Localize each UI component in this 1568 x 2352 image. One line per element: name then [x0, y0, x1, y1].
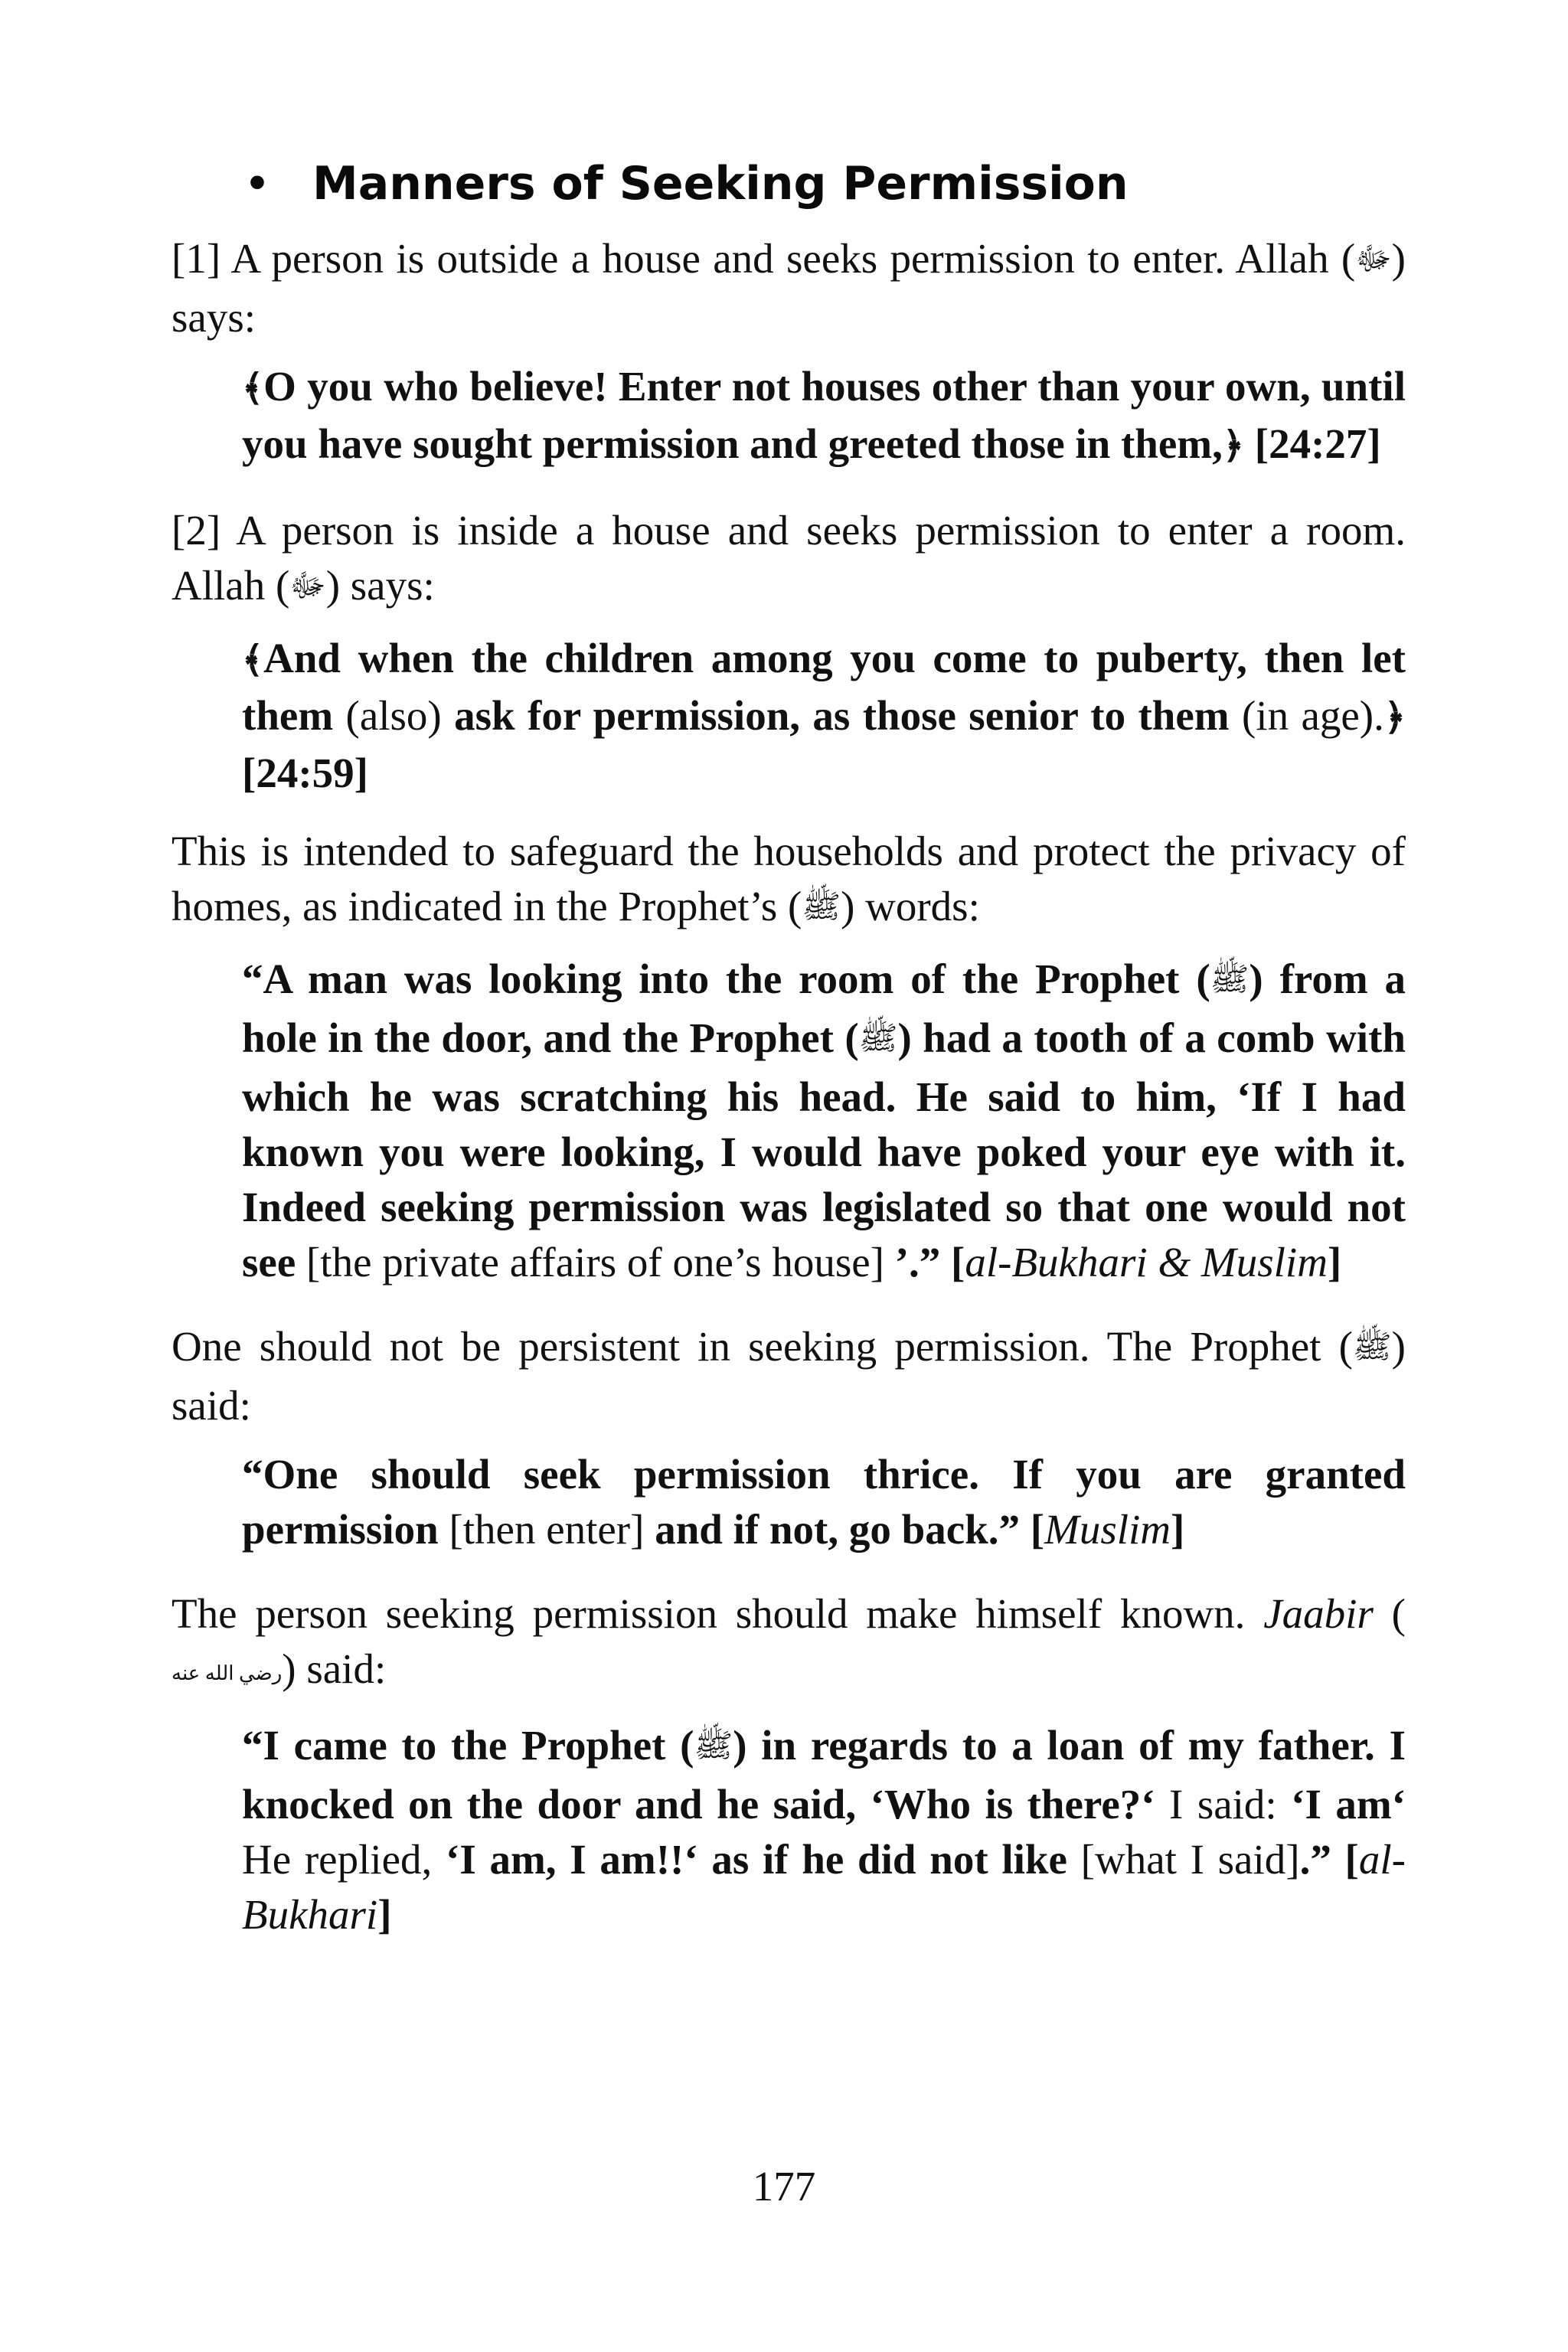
- honorific-prophet-icon: ﷺ: [858, 1021, 898, 1057]
- hadith-source: al-Bukhari: [242, 1836, 1406, 1938]
- page-content: [172, 153, 1406, 1971]
- honorific-prophet-icon: ﷺ: [694, 1729, 733, 1764]
- close-bracket-icon: ﴿: [1222, 426, 1244, 466]
- paragraph-2: [2] A person is inside a house and seeks permission to enter a room. Allah (ﷻ) says:: [172, 503, 1406, 617]
- honorific-prophet-icon: ﷺ: [1352, 1330, 1392, 1365]
- hadith-quote-3: “I came to the Prophet (ﷺ) in regards to a loan of my father. I knocked on the door and he said, ‘Who is there?‘ I said: ‘I am‘ He replied, ‘I am, I am!!‘ as if he did not like [what I said].” [al-Bukhari]: [242, 1718, 1406, 1942]
- honorific-prophet-icon: ﷺ: [802, 890, 841, 925]
- paragraph-5: The person seeking permission should make himself known. Jaabir (رضي الله عنه) said:: [172, 1586, 1406, 1704]
- quran-quote-24-27: ﴾O you who believe! Enter not houses other than your own, until you have sought permission and greeted those in them,﴿ [24:27]: [242, 363, 1406, 467]
- verse-reference: [24:59]: [242, 750, 368, 796]
- page-number: 177: [752, 2163, 816, 2210]
- paragraph-1: [1] A person is outside a house and seeks permission to enter. Allah (ﷻ) says:: [172, 231, 1406, 345]
- hadith-quote-1: “A man was looking into the room of the Prophet (ﷺ) from a hole in the door, and the Prophet (ﷺ) had a tooth of a comb with which he was scratching his head. He said to him, ‘If I had known you were looking, I would have poked your eye with it. Indeed seeking permission was legislated so that one would not see [the private affairs of one’s house] ’.” [al-Bukhari & Muslim]: [242, 952, 1406, 1290]
- bullet-icon: •: [245, 162, 270, 206]
- hadith-source: al-Bukhari & Muslim: [965, 1239, 1328, 1285]
- open-bracket-icon: ﴾: [242, 368, 264, 409]
- verse-reference: [24:27]: [1244, 420, 1381, 467]
- paragraph-4: One should not be persistent in seeking permission. The Prophet (ﷺ) said:: [172, 1319, 1406, 1433]
- section-title: Manners of Seeking Permission: [312, 157, 1129, 211]
- paragraph-3: This is intended to safeguard the households and protect the privacy of homes, as indicated in the Prophet’s (ﷺ) words:: [172, 824, 1406, 938]
- close-bracket-icon: ﴿: [1383, 697, 1406, 738]
- honorific-prophet-icon: ﷺ: [1210, 962, 1250, 998]
- honorific-companion-icon: رضي الله عنه: [172, 1662, 283, 1684]
- section-heading: [172, 153, 1406, 214]
- hadith-source: Muslim: [1044, 1506, 1171, 1553]
- hadith-quote-2: “One should seek permission thrice. If you are granted permission [then enter] and if not, go back.” [Muslim]: [242, 1451, 1406, 1553]
- open-bracket-icon: ﴾: [242, 640, 264, 681]
- honorific-allah-icon: ﷻ: [289, 569, 326, 604]
- companion-name: Jaabir: [1263, 1590, 1374, 1637]
- quran-quote-24-59: ﴾And when the children among you come to puberty, then let them (also) ask for permission, as those senior to them (in age).﴿ [24:59]: [242, 635, 1406, 796]
- honorific-allah-icon: ﷻ: [1355, 242, 1392, 277]
